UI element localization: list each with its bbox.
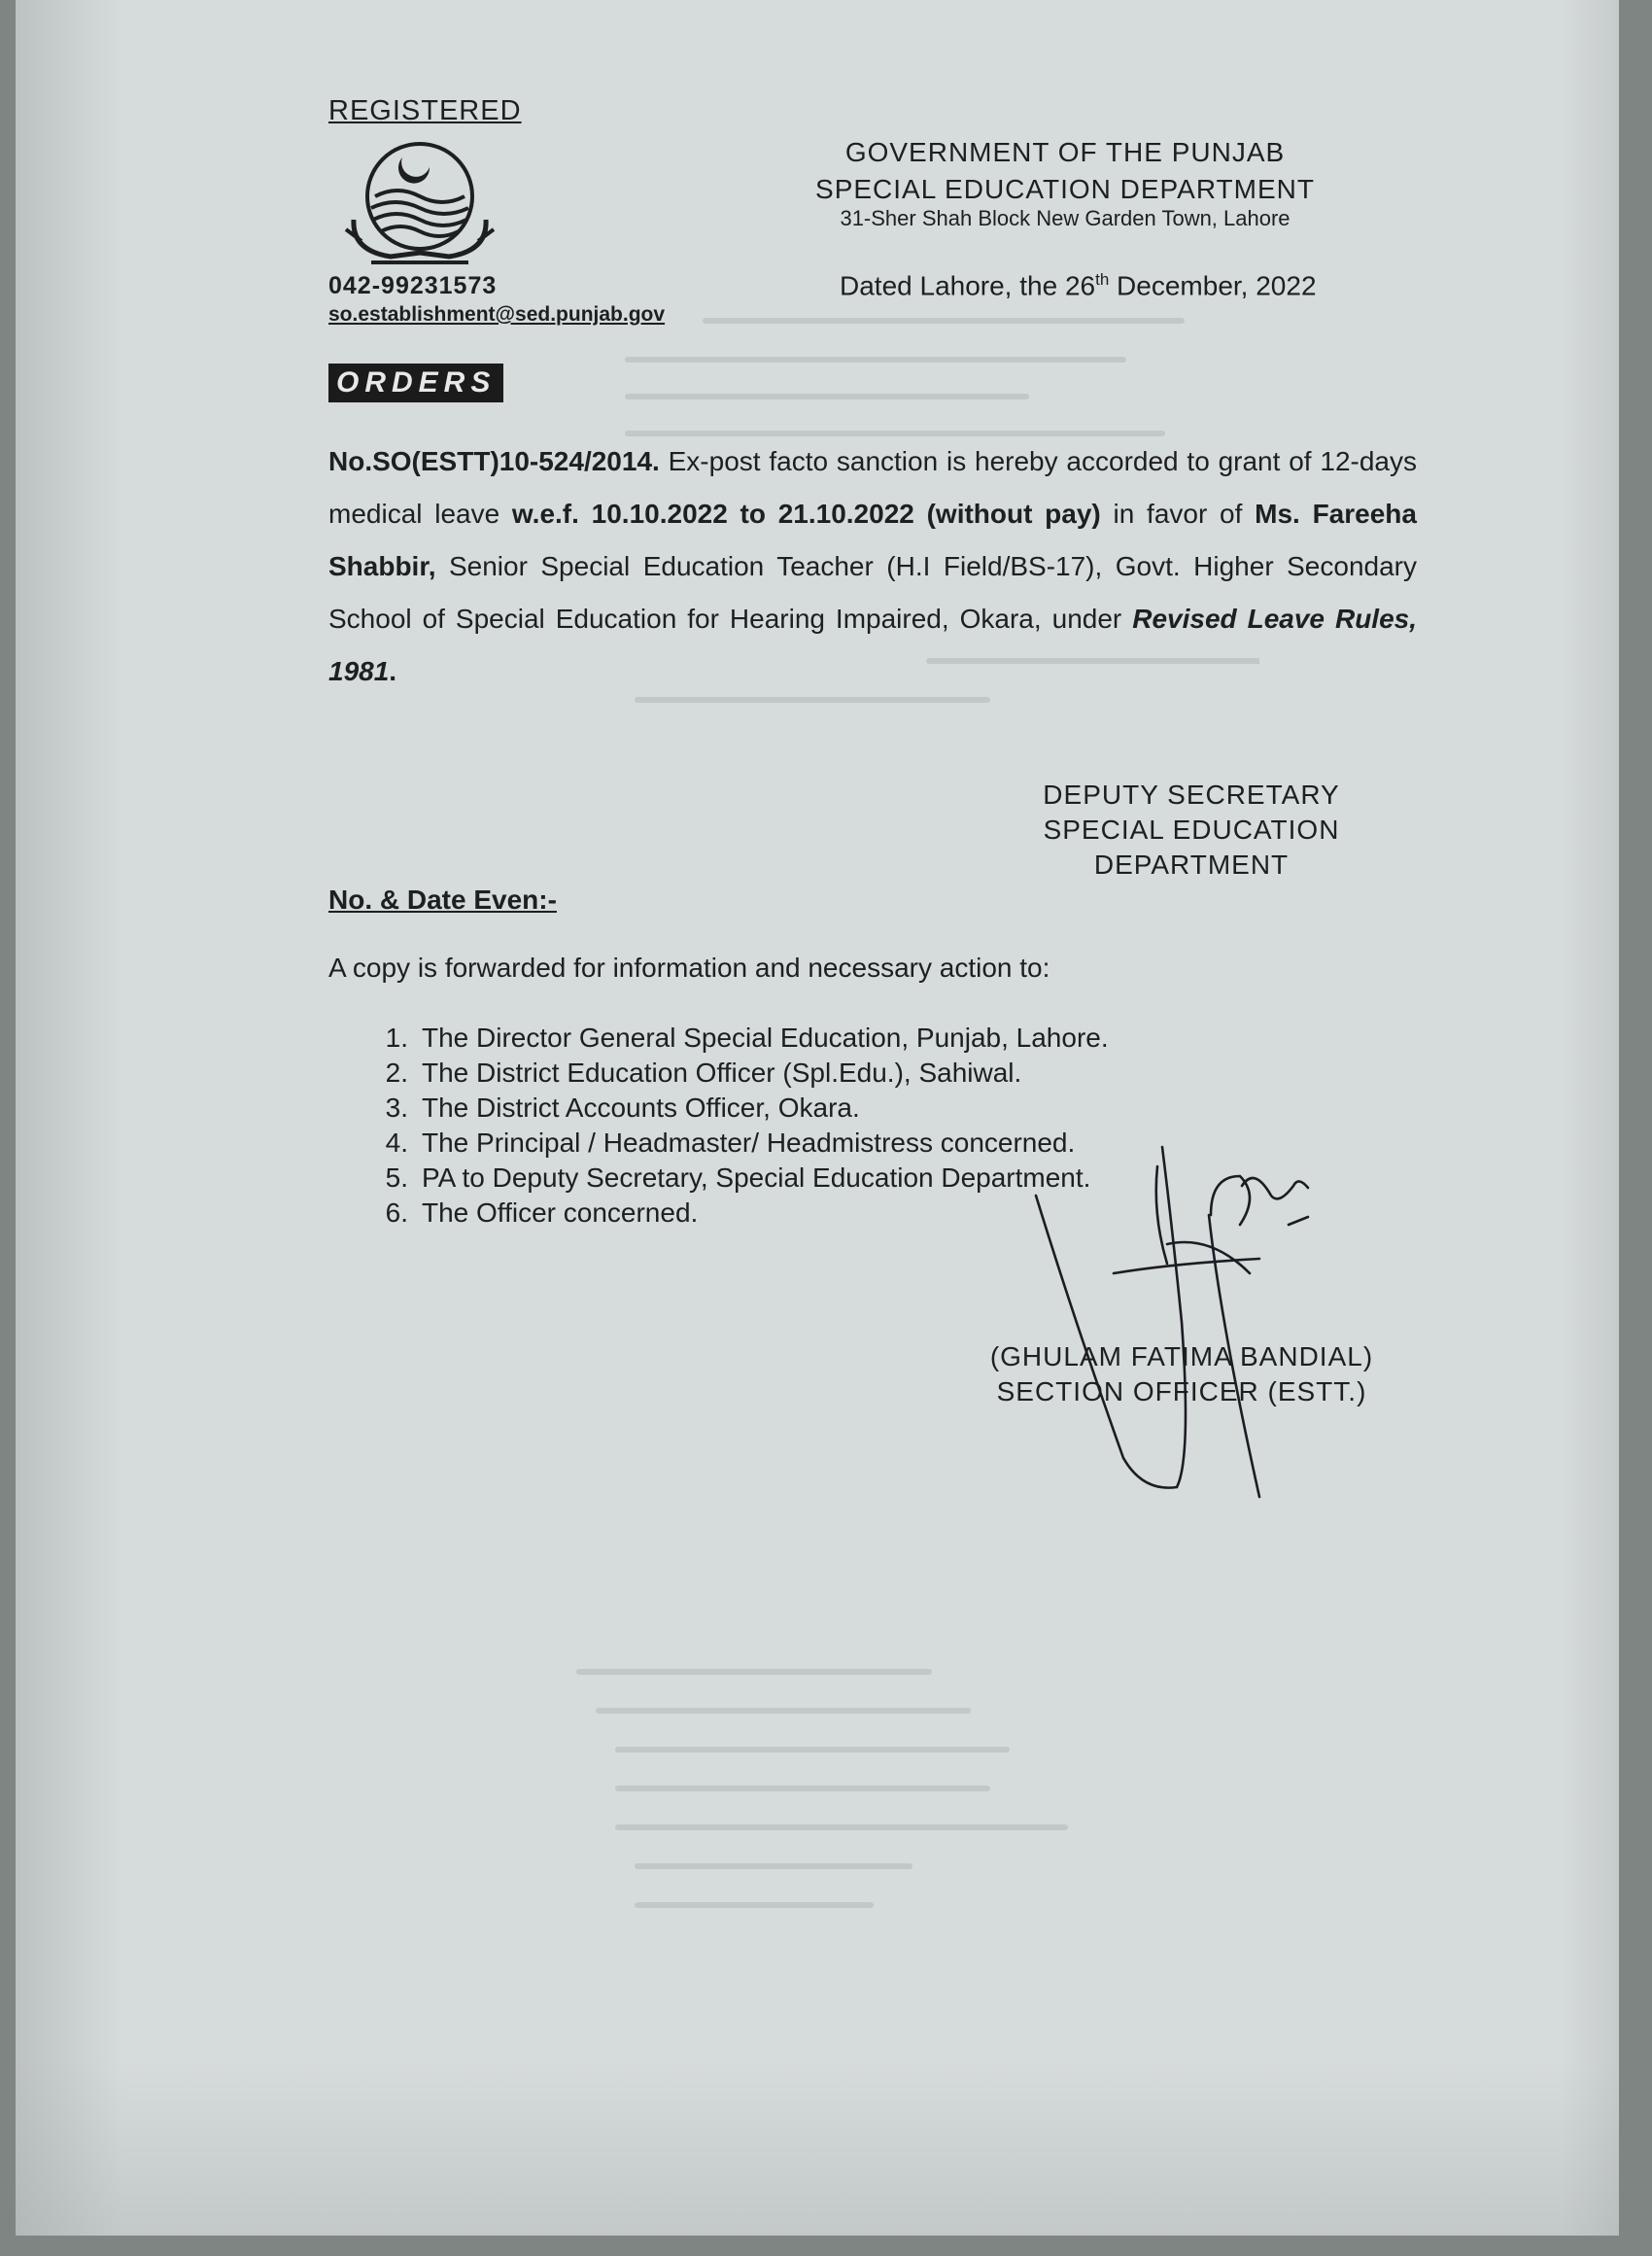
order-paragraph <box>328 435 1417 698</box>
list-item-number: 5. <box>385 1163 408 1193</box>
order-text-3: Senior Special Education Teacher (H.I Field/BS-17), Govt. Higher Secondary School of Special Education for Hearing Impaired, Okara, under <box>328 551 1417 634</box>
punjab-seal-icon <box>332 136 507 272</box>
deputy-secretary-block <box>1007 778 1376 883</box>
signatory-title: SECTION OFFICER (ESTT.) <box>996 1376 1367 1406</box>
list-item-text: The Director General Special Education, Punjab, Lahore. <box>422 1023 1109 1053</box>
order-reference: No.SO(ESTT)10-524/2014. <box>328 446 660 476</box>
gov-line-2: SPECIAL EDUCATION DEPARTMENT <box>815 174 1315 204</box>
deputy-line-2: SPECIAL EDUCATION <box>1043 815 1340 845</box>
copy-recipients-list <box>328 1021 1109 1231</box>
leave-rules: Revised Leave Rules, 1981 <box>328 604 1418 686</box>
order-text-2: in favor of <box>1100 499 1256 529</box>
scan-shadow-left <box>16 0 122 2236</box>
date-superscript: th <box>1095 270 1110 289</box>
list-item-text: PA to Deputy Secretary, Special Education Department. <box>422 1163 1091 1193</box>
email-address: so.establishment@sed.punjab.gov <box>328 303 666 326</box>
list-item-text: The District Education Officer (Spl.Edu.), Sahiwal. <box>422 1058 1022 1088</box>
date-suffix: December, 2022 <box>1109 270 1317 301</box>
deputy-line-3: DEPARTMENT <box>1093 850 1290 880</box>
leave-period: w.e.f. 10.10.2022 to 21.10.2022 (without pay) <box>511 499 1101 529</box>
list-item <box>328 1056 1109 1091</box>
order-text-4: . <box>389 656 397 686</box>
list-item <box>328 1161 1109 1196</box>
order-text-1: Ex-post facto sanction is hereby accorded to grant of 12-days medical leave <box>328 446 1417 529</box>
list-item <box>328 1126 1109 1161</box>
orders-heading: ORDERS <box>328 364 503 402</box>
department-address: 31-Sher Shah Block New Garden Town, Lahore <box>840 206 1291 230</box>
punjab-government-logo <box>332 136 507 272</box>
list-item-text: The Officer concerned. <box>422 1197 699 1228</box>
list-item-number: 1. <box>385 1023 408 1053</box>
list-item <box>328 1091 1109 1126</box>
registered-label: REGISTERED <box>328 95 522 126</box>
list-item-number: 2. <box>385 1058 408 1088</box>
list-item-number: 3. <box>385 1093 408 1123</box>
list-item-text: The District Accounts Officer, Okara. <box>422 1093 860 1123</box>
phone-number: 042-99231573 <box>328 272 498 299</box>
deputy-line-1: DEPUTY SECRETARY <box>1043 780 1340 810</box>
list-item-number: 4. <box>385 1128 408 1158</box>
scan-shadow-right <box>1561 0 1619 2236</box>
document-page <box>16 0 1619 2236</box>
department-header <box>754 134 1376 208</box>
date-line <box>840 270 1317 301</box>
list-item-number: 6. <box>385 1197 408 1228</box>
employee-name: Ms. Fareeha Shabbir, <box>328 499 1417 581</box>
no-date-even-heading: No. & Date Even:- <box>328 885 557 915</box>
list-item <box>328 1021 1109 1056</box>
gov-line-1: GOVERNMENT OF THE PUNJAB <box>844 137 1286 167</box>
date-prefix: Dated Lahore, the 26 <box>840 270 1096 301</box>
signature-strokes <box>1016 1128 1327 1516</box>
signatory-name: (GHULAM FATIMA BANDIAL) <box>989 1341 1374 1371</box>
list-item-text: The Principal / Headmaster/ Headmistress concerned. <box>422 1128 1076 1158</box>
handwritten-signature <box>1016 1128 1327 1516</box>
forward-text: A copy is forwarded for information and necessary action to: <box>328 953 1050 983</box>
list-item <box>328 1196 1109 1231</box>
